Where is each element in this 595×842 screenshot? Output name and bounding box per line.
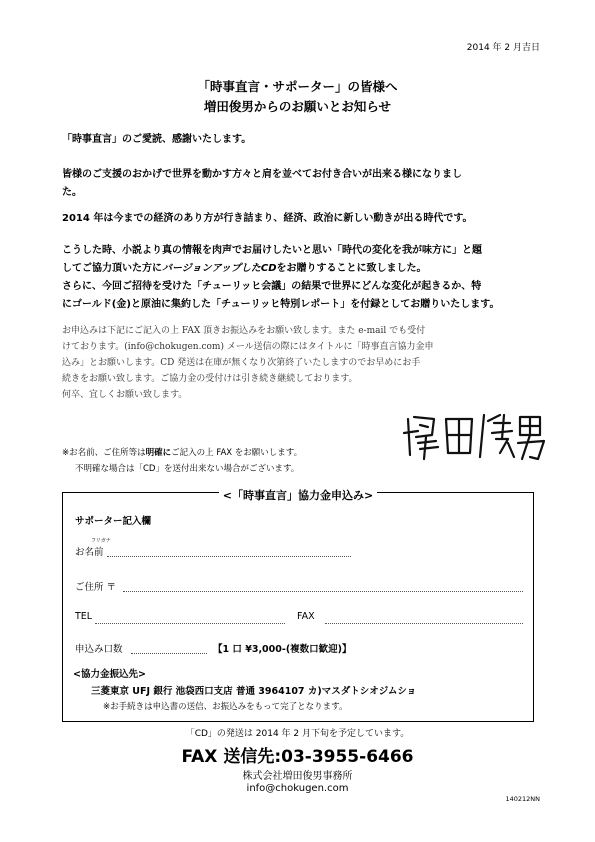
form-heading: <「時事直言」協力金申込み>: [63, 484, 533, 503]
application-form: [62, 489, 534, 722]
paragraph-application-line-3: 込み」とお願いします。CD 発送は在庫が無くなり次第終了いたしますのでお早めにお手: [62, 358, 421, 368]
paragraph-cd-line-1: こうした時、小説より真の情報を肉声でお届けしたいと思い「時代の変化を我が味方に」と題: [62, 245, 482, 256]
bank-heading: <協力金振込先>: [73, 669, 146, 680]
tel-field[interactable]: [95, 623, 285, 624]
note-unclear-warning: 不明確な場合は「CD」を送付出来ない場合がございます。: [75, 464, 300, 474]
paragraph-cd-line-4: にゴールド(金)と原油に集約した「チューリッヒ特別レポート」を付録としてお贈りいたします。: [62, 299, 500, 310]
paragraph-application-line-5: 何卒、宜しくお願い致します。: [62, 390, 188, 400]
paragraph-cd-line-2: してご協力頂いた方にバージョンアップしたCDをお贈りすることに致しました。: [62, 263, 427, 274]
units-price: 【1 口 ¥3,000-(複数口歓迎)】: [213, 644, 352, 655]
note-clear-writing: ※お名前、ご住所等は明確にご記入の上 FAX をお願いします。: [62, 448, 303, 458]
address-field[interactable]: [123, 591, 523, 592]
paragraph-application-line-2: けております。(info@chokugen.com) メール送信の際にはタイトルに「時事直言協力金申: [62, 342, 434, 352]
paragraph-application-line-4: 続きをお願い致します。ご協力金の受付けは引き続き継続しております。: [62, 374, 358, 384]
title-line-1: 「時事直言・サポーター」の皆様へ: [197, 79, 398, 94]
cd-highlight: バージョンアップしたCD: [162, 263, 277, 274]
paragraph-2014: 2014 年は今までの経済のあり方が行き詰まり、経済、政治に新しい動きが出る時代です。: [62, 213, 473, 224]
fax-number: FAX 送信先:03-3955-6466: [181, 747, 414, 767]
supporter-label: サポーター記入欄: [75, 516, 152, 527]
contact-email[interactable]: info@chokugen.com: [246, 783, 349, 794]
cd-shipping-note: 「CD」の発送は 2014 年 2 月下旬を予定しています。: [185, 729, 410, 739]
paragraph-thanks: 「時事直言」のご愛読、感謝いたします。: [62, 134, 252, 145]
document-date: 2014 年 2 月吉日: [466, 43, 540, 53]
paragraph-cd-line-3: さらに、今回ご招待を受けた「チューリッヒ会議」の結果で世界にどんな変化が起きるか、特: [62, 281, 482, 292]
fax-field[interactable]: [325, 623, 523, 624]
paragraph-support-line-2: た。: [62, 187, 82, 198]
signature-image: [400, 405, 550, 465]
units-field[interactable]: [131, 653, 207, 654]
completion-note: ※お手続きは申込書の送信、お振込みをもって完了となります。: [103, 702, 348, 712]
bank-details: 三菱東京 UFJ 銀行 池袋西口支店 普通 3964107 カ)マスダトシオジムショ: [91, 686, 417, 697]
fax-label: FAX: [297, 611, 315, 622]
name-label: お名前: [75, 547, 104, 558]
address-label: ご住所 〒: [75, 582, 117, 593]
paragraph-support-line-1: 皆様のご支援のおかげで世界を動かす方々と肩を並べてお付き合いが出来る様になりまし: [62, 169, 462, 180]
title-line-2: 増田俊男からのお願いとお知らせ: [203, 99, 392, 114]
name-field[interactable]: [107, 556, 351, 557]
document-code: 140212NN: [505, 795, 540, 803]
units-label: 申込み口数: [75, 644, 123, 655]
tel-label: TEL: [75, 611, 93, 622]
furigana-label: フリガナ: [91, 538, 111, 544]
paragraph-application-line-1: お申込みは下記にご記入の上 FAX 頂きお振込みをお願い致します。また e-mail でも受付: [62, 326, 426, 336]
company-name: 株式会社増田俊男事務所: [242, 771, 353, 782]
